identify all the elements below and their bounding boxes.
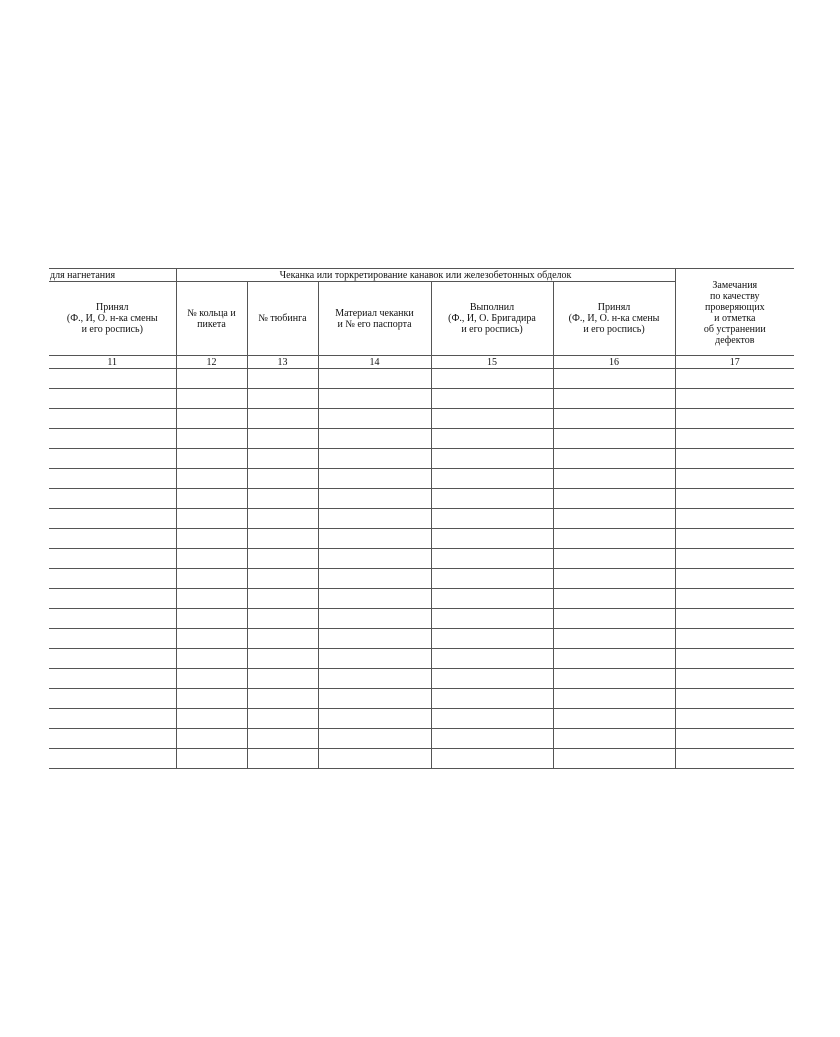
table-cell-col-13: [247, 509, 318, 529]
table-cell-col-16: [553, 509, 675, 529]
table-cell-col-11: [49, 669, 176, 689]
table-cell-col-15: [431, 629, 553, 649]
table-row: [49, 749, 794, 769]
table-cell-col-13: [247, 629, 318, 649]
table-cell-col-15: [431, 549, 553, 569]
table-cell-col-11: [49, 389, 176, 409]
table-cell-col-12: [176, 569, 247, 589]
table-cell-col-17: [675, 649, 794, 669]
table-cell-col-17: [675, 729, 794, 749]
table-cell-col-15: [431, 369, 553, 389]
table-cell-col-14: [318, 649, 431, 669]
column-number-11: 11: [49, 356, 176, 369]
table-cell-col-12: [176, 729, 247, 749]
table-cell-col-14: [318, 429, 431, 449]
table-cell-col-16: [553, 729, 675, 749]
table-row: [49, 389, 794, 409]
column-header-12: № кольца и пикета: [176, 282, 247, 356]
table-cell-col-13: [247, 709, 318, 729]
table-cell-col-17: [675, 609, 794, 629]
table-cell-col-15: [431, 509, 553, 529]
table-cell-col-12: [176, 369, 247, 389]
table-cell-col-11: [49, 709, 176, 729]
table-cell-col-15: [431, 409, 553, 429]
table-cell-col-13: [247, 429, 318, 449]
group-header-caulking: Чеканка или торкретирование канавок или железобетонных обделок: [176, 269, 675, 282]
column-header-14: Материал чеканки и № его паспорта: [318, 282, 431, 356]
table-cell-col-11: [49, 729, 176, 749]
table-cell-col-17: [675, 369, 794, 389]
table-cell-col-11: [49, 509, 176, 529]
column-number-16: 16: [553, 356, 675, 369]
table-row: [49, 629, 794, 649]
table-cell-col-17: [675, 569, 794, 589]
table-row: [49, 469, 794, 489]
column-number-15: 15: [431, 356, 553, 369]
table-row: [49, 449, 794, 469]
table-cell-col-16: [553, 629, 675, 649]
table-row: [49, 569, 794, 589]
table-cell-col-17: [675, 689, 794, 709]
table-cell-col-11: [49, 749, 176, 769]
table-cell-col-12: [176, 669, 247, 689]
table-cell-col-15: [431, 689, 553, 709]
table-cell-col-15: [431, 589, 553, 609]
table-cell-col-13: [247, 669, 318, 689]
table-cell-col-14: [318, 629, 431, 649]
table-cell-col-12: [176, 749, 247, 769]
table-cell-col-14: [318, 469, 431, 489]
table-cell-col-13: [247, 569, 318, 589]
table-cell-col-15: [431, 649, 553, 669]
table-cell-col-16: [553, 669, 675, 689]
table-row: [49, 489, 794, 509]
table-row: [49, 409, 794, 429]
table-cell-col-13: [247, 389, 318, 409]
table-row: [49, 509, 794, 529]
table-cell-col-14: [318, 709, 431, 729]
table-cell-col-15: [431, 669, 553, 689]
table-cell-col-16: [553, 529, 675, 549]
table-cell-col-12: [176, 549, 247, 569]
table-cell-col-13: [247, 589, 318, 609]
table-row: [49, 689, 794, 709]
table-row: [49, 549, 794, 569]
table-cell-col-16: [553, 429, 675, 449]
column-header-11: Принял (Ф., И, О. н-ка смены и его роспись): [49, 282, 176, 356]
table-cell-col-12: [176, 589, 247, 609]
column-number-14: 14: [318, 356, 431, 369]
table-cell-col-11: [49, 689, 176, 709]
table-cell-col-13: [247, 409, 318, 429]
table-cell-col-16: [553, 409, 675, 429]
table-cell-col-16: [553, 709, 675, 729]
table-cell-col-14: [318, 489, 431, 509]
table-cell-col-13: [247, 449, 318, 469]
table-cell-col-14: [318, 609, 431, 629]
table-row: [49, 669, 794, 689]
table-cell-col-16: [553, 489, 675, 509]
table-cell-col-13: [247, 729, 318, 749]
table-cell-col-16: [553, 449, 675, 469]
table-cell-col-17: [675, 449, 794, 469]
table-cell-col-12: [176, 529, 247, 549]
table-cell-col-14: [318, 389, 431, 409]
table-cell-col-17: [675, 529, 794, 549]
column-number-17: 17: [675, 356, 794, 369]
table-row: [49, 589, 794, 609]
table-cell-col-11: [49, 589, 176, 609]
table-cell-col-11: [49, 629, 176, 649]
table-row: [49, 369, 794, 389]
table-cell-col-11: [49, 469, 176, 489]
table-cell-col-12: [176, 389, 247, 409]
table-cell-col-17: [675, 549, 794, 569]
table-cell-col-14: [318, 509, 431, 529]
table-cell-col-12: [176, 489, 247, 509]
table-cell-col-13: [247, 649, 318, 669]
table-cell-col-11: [49, 549, 176, 569]
group-header-injection: для нагнетания: [49, 269, 176, 282]
table-cell-col-13: [247, 469, 318, 489]
table-cell-col-15: [431, 729, 553, 749]
table-cell-col-17: [675, 669, 794, 689]
table-cell-col-17: [675, 749, 794, 769]
group-header-row: [49, 269, 794, 282]
table-cell-col-15: [431, 429, 553, 449]
table-row: [49, 609, 794, 629]
table-cell-col-16: [553, 689, 675, 709]
table-cell-col-12: [176, 629, 247, 649]
table-row: [49, 649, 794, 669]
table-cell-col-16: [553, 569, 675, 589]
table-cell-col-11: [49, 449, 176, 469]
table-cell-col-17: [675, 429, 794, 449]
table-cell-col-13: [247, 609, 318, 629]
table-cell-col-17: [675, 389, 794, 409]
table-cell-col-16: [553, 469, 675, 489]
table-cell-col-16: [553, 589, 675, 609]
column-header-17: Замечания по качеству проверяющих и отметка об устранении дефектов: [675, 269, 794, 356]
table-cell-col-17: [675, 409, 794, 429]
table-cell-col-14: [318, 689, 431, 709]
table-cell-col-11: [49, 569, 176, 589]
table-cell-col-17: [675, 509, 794, 529]
table-cell-col-12: [176, 609, 247, 629]
table-cell-col-11: [49, 529, 176, 549]
table-cell-col-11: [49, 649, 176, 669]
table-cell-col-15: [431, 489, 553, 509]
table-cell-col-14: [318, 749, 431, 769]
table-cell-col-13: [247, 489, 318, 509]
table-cell-col-12: [176, 409, 247, 429]
table-row: [49, 729, 794, 749]
table-cell-col-17: [675, 489, 794, 509]
column-number-12: 12: [176, 356, 247, 369]
table-cell-col-12: [176, 469, 247, 489]
column-number-row: [49, 356, 794, 369]
journal-table-fragment: [49, 268, 794, 769]
table-cell-col-12: [176, 709, 247, 729]
table-cell-col-17: [675, 589, 794, 609]
table-cell-col-12: [176, 429, 247, 449]
table-cell-col-17: [675, 469, 794, 489]
table-cell-col-12: [176, 689, 247, 709]
table-cell-col-16: [553, 389, 675, 409]
table-cell-col-12: [176, 509, 247, 529]
table-cell-col-14: [318, 569, 431, 589]
column-header-13: № тюбинга: [247, 282, 318, 356]
table-cell-col-11: [49, 609, 176, 629]
table-row: [49, 429, 794, 449]
table-cell-col-11: [49, 369, 176, 389]
table-cell-col-16: [553, 549, 675, 569]
column-number-13: 13: [247, 356, 318, 369]
table-cell-col-14: [318, 369, 431, 389]
table-cell-col-15: [431, 389, 553, 409]
table-cell-col-14: [318, 729, 431, 749]
table-cell-col-13: [247, 689, 318, 709]
table-cell-col-13: [247, 549, 318, 569]
table-row: [49, 709, 794, 729]
table-cell-col-15: [431, 749, 553, 769]
table-cell-col-12: [176, 449, 247, 469]
table-cell-col-13: [247, 529, 318, 549]
table-cell-col-17: [675, 629, 794, 649]
column-header-16: Принял (Ф., И, О. н-ка смены и его роспись): [553, 282, 675, 356]
table-cell-col-14: [318, 669, 431, 689]
table-cell-col-14: [318, 589, 431, 609]
table-cell-col-12: [176, 649, 247, 669]
table-cell-col-11: [49, 489, 176, 509]
table-cell-col-17: [675, 709, 794, 729]
table-cell-col-15: [431, 469, 553, 489]
table-cell-col-14: [318, 409, 431, 429]
journal-table: [49, 268, 794, 769]
table-cell-col-14: [318, 549, 431, 569]
table-row: [49, 529, 794, 549]
table-cell-col-16: [553, 369, 675, 389]
table-cell-col-16: [553, 609, 675, 629]
table-cell-col-15: [431, 709, 553, 729]
table-cell-col-11: [49, 409, 176, 429]
table-cell-col-15: [431, 569, 553, 589]
table-cell-col-13: [247, 749, 318, 769]
table-cell-col-14: [318, 449, 431, 469]
table-cell-col-15: [431, 609, 553, 629]
table-cell-col-14: [318, 529, 431, 549]
table-cell-col-16: [553, 649, 675, 669]
table-cell-col-16: [553, 749, 675, 769]
table-cell-col-15: [431, 449, 553, 469]
table-cell-col-15: [431, 529, 553, 549]
table-cell-col-13: [247, 369, 318, 389]
table-cell-col-11: [49, 429, 176, 449]
column-header-15: Выполнил (Ф., И, О. Бригадира и его роспись): [431, 282, 553, 356]
